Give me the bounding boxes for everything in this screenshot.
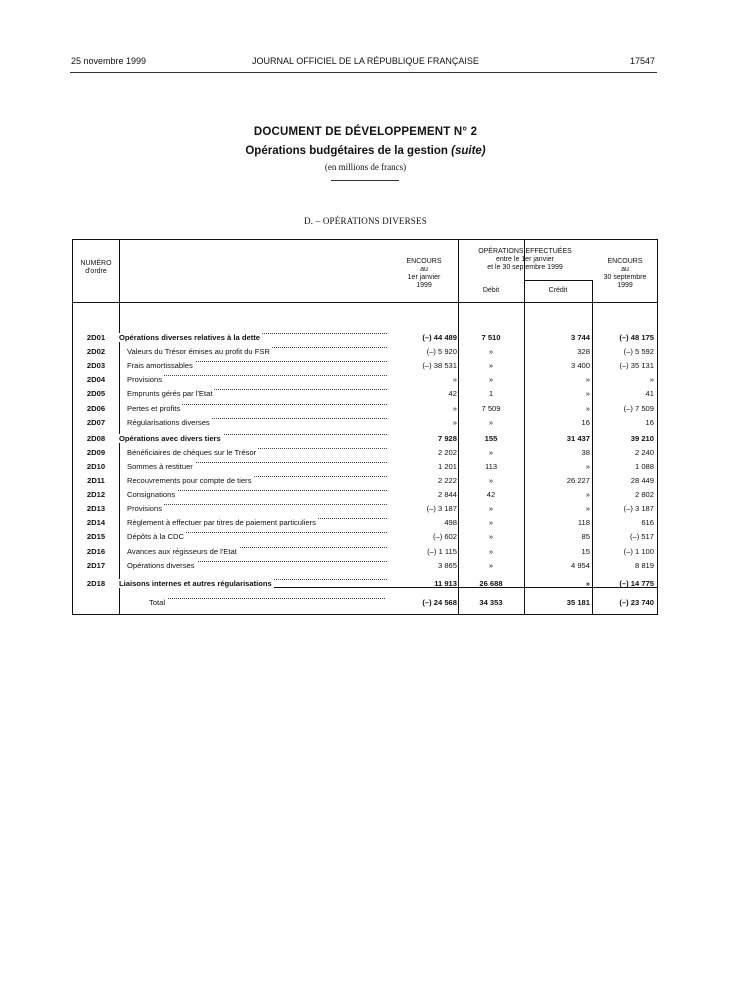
row-encours-end: 39 210 — [630, 433, 654, 443]
row-debit: 26 688 — [479, 578, 503, 588]
row-encours-start: (–) 3 187 — [426, 504, 457, 514]
row-credit: 85 — [581, 532, 590, 542]
dot-leader — [129, 504, 387, 505]
row-encours-end: 2 802 — [634, 490, 654, 500]
table-row — [73, 473, 657, 487]
row-encours-start: 2 222 — [437, 476, 457, 485]
row-number: 2D13 — [86, 504, 106, 514]
row-encours-start: (–) 38 531 — [422, 361, 457, 371]
row-label: Règlement à effectuer par titres de paiement particuliers — [127, 518, 316, 528]
table-row — [73, 401, 657, 415]
header-encours-start-line: au — [420, 266, 428, 273]
row-number: 2D02 — [86, 347, 106, 357]
row-debit: » — [488, 532, 494, 542]
row-label: Provisions — [127, 504, 163, 514]
row-label: Liaisons internes et autres régularisations — [119, 578, 272, 588]
row-label: Sommes à restituer — [127, 461, 193, 471]
row-encours-end: (–) 14 775 — [619, 578, 654, 588]
row-label: Bénéficiaires de chèques sur le Trésor — [127, 447, 257, 457]
table-row — [73, 344, 657, 358]
row-encours-start: 2 202 — [437, 447, 457, 457]
row-number: 2D18 — [86, 578, 106, 588]
total-credit: 35 181 — [566, 598, 590, 607]
section-title: D. – OPÉRATIONS DIVERSES — [304, 216, 427, 226]
header-encours-end-line: 1999 — [617, 282, 633, 289]
header-encours-start-line: ENCOURS — [406, 258, 442, 265]
table-row — [73, 431, 657, 445]
row-label: Provisions — [127, 375, 163, 385]
dot-leader — [153, 598, 385, 599]
row-number: 2D04 — [86, 375, 106, 385]
row-label: Emprunts gérés par l'Etat — [127, 389, 213, 399]
row-label: Opérations avec divers tiers — [119, 433, 221, 443]
row-encours-start: » — [452, 375, 457, 385]
table-divider — [524, 280, 592, 281]
row-debit: » — [488, 347, 494, 357]
row-credit: » — [585, 490, 590, 500]
row-number: 2D01 — [86, 333, 106, 342]
row-number: 2D09 — [86, 447, 106, 457]
subtitle-text: Opérations budgétaires de la gestion — [245, 145, 448, 157]
row-number: 2D10 — [86, 461, 106, 471]
row-credit: » — [585, 403, 590, 413]
row-encours-end: 28 449 — [630, 476, 654, 485]
header-page-number: 17547 — [629, 56, 655, 66]
header-numero-line: d'ordre — [85, 268, 107, 275]
row-label: Régularisations diverses — [127, 417, 210, 427]
row-number: 2D17 — [86, 560, 106, 570]
row-debit: 7 509 — [481, 403, 501, 413]
table-row — [73, 487, 657, 501]
row-number: 2D14 — [86, 518, 106, 528]
row-credit: » — [585, 461, 590, 471]
row-encours-start: (–) 1 115 — [427, 546, 457, 556]
table-row — [73, 515, 657, 529]
header-credit: Crédit — [548, 287, 568, 294]
row-encours-start: 11 913 — [434, 578, 457, 588]
title-rule — [331, 180, 399, 181]
row-number: 2D03 — [86, 361, 106, 371]
row-encours-end: 16 — [645, 417, 654, 427]
header-operations — [458, 248, 592, 272]
row-credit: 328 — [577, 347, 590, 357]
header-journal-title: JOURNAL OFFICIEL DE LA RÉPUBLIQUE FRANÇAISE — [252, 56, 479, 66]
row-encours-start: 498 — [444, 518, 457, 528]
row-number: 2D08 — [86, 433, 106, 443]
total-debit: 34 353 — [479, 598, 503, 607]
row-label: Dépôts à la CDC — [127, 532, 184, 542]
header-encours-end-line: au — [621, 266, 629, 273]
row-encours-end: » — [649, 375, 654, 385]
row-number: 2D16 — [86, 546, 106, 556]
table-row — [73, 558, 657, 572]
row-number: 2D06 — [86, 403, 106, 413]
dot-leader — [129, 375, 387, 376]
row-label: Valeurs du Trésor émises au profit du FSR — [127, 347, 270, 357]
row-debit: 155 — [484, 433, 498, 443]
row-label: Pertes et profits — [127, 403, 181, 413]
row-credit: 26 227 — [566, 476, 590, 485]
row-encours-start: 1 201 — [437, 461, 457, 471]
row-encours-start: (–) 44 489 — [422, 333, 457, 342]
header-encours-start — [391, 258, 457, 290]
row-debit: 7 510 — [481, 333, 501, 342]
header-numero-line: NUMÉRO — [80, 260, 112, 267]
row-label: Recouvrements pour compte de tiers — [127, 476, 252, 485]
row-encours-end: (–) 5 592 — [623, 347, 654, 357]
document-title: DOCUMENT DE DÉVELOPPEMENT N° 2 — [253, 126, 478, 138]
row-credit: 15 — [581, 546, 590, 556]
unit-note: (en millions de francs) — [324, 162, 407, 172]
row-label: Opérations diverses — [127, 560, 195, 570]
header-debit: Débit — [482, 287, 500, 294]
table-row — [73, 459, 657, 473]
row-credit: 16 — [581, 417, 590, 427]
row-debit: » — [488, 417, 494, 427]
header-numero — [73, 260, 119, 276]
row-number: 2D11 — [87, 476, 105, 485]
table-row — [73, 330, 657, 344]
row-credit: » — [585, 375, 590, 385]
row-encours-start: 2 844 — [437, 490, 457, 500]
table-row — [73, 372, 657, 386]
total-row — [73, 595, 657, 609]
table-row — [73, 445, 657, 459]
row-debit: » — [488, 504, 494, 514]
row-encours-start: » — [452, 403, 457, 413]
total-encours-end: (–) 23 740 — [619, 598, 654, 607]
row-encours-start: (–) 602 — [432, 532, 457, 542]
subtitle-suffix: (suite) — [451, 145, 486, 157]
row-debit: 42 — [486, 490, 496, 500]
row-credit: 3 400 — [570, 361, 590, 371]
table-row — [73, 501, 657, 515]
header-encours-start-line: 1er janvier — [407, 274, 441, 281]
row-encours-end: (–) 517 — [629, 532, 654, 542]
row-credit: » — [585, 389, 590, 399]
row-label: Consignations — [127, 490, 176, 500]
row-encours-end: (–) 7 509 — [623, 403, 654, 413]
row-number: 2D05 — [86, 389, 106, 399]
header-operations-line: et le 30 septembre 1999 — [487, 264, 563, 271]
row-encours-end: 1 088 — [634, 461, 654, 471]
table-row — [73, 386, 657, 400]
row-debit: » — [488, 546, 494, 556]
table-row — [73, 529, 657, 543]
row-number: 2D12 — [86, 490, 106, 500]
row-credit: 3 744 — [570, 333, 590, 342]
row-encours-end: (–) 1 100 — [623, 546, 654, 556]
row-encours-end: 2 240 — [634, 447, 654, 457]
row-encours-start: (–) 5 920 — [426, 347, 457, 357]
row-credit: » — [585, 504, 590, 514]
row-encours-start: 7 928 — [437, 433, 457, 443]
total-label: Total — [149, 598, 166, 607]
table-row — [73, 544, 657, 558]
table-row — [73, 576, 657, 590]
row-encours-end: 8 819 — [634, 560, 654, 570]
table-row — [73, 358, 657, 372]
row-number: 2D07 — [86, 417, 106, 427]
row-encours-start: 3 865 — [437, 560, 457, 570]
header-operations-line: entre le 1er janvier — [496, 256, 554, 263]
header-encours-start-line: 1999 — [416, 282, 432, 289]
row-label: Frais amortissables — [127, 361, 193, 371]
table-header-rule — [73, 302, 657, 303]
row-encours-end: (–) 3 187 — [623, 504, 654, 514]
row-encours-end: (–) 35 131 — [619, 361, 654, 371]
row-encours-end: 616 — [641, 518, 654, 528]
header-operations-line: OPÉRATIONS EFFECTUÉES — [478, 248, 572, 255]
row-encours-start: 42 — [448, 389, 457, 399]
header-encours-end-line: 30 septembre — [603, 274, 647, 281]
row-debit: » — [488, 518, 494, 528]
document-subtitle — [0, 145, 731, 157]
row-label: Opérations diverses relatives à la dette — [119, 333, 260, 342]
row-debit: » — [488, 375, 494, 385]
row-label: Avances aux régisseurs de l'Etat — [127, 546, 237, 556]
row-debit: 1 — [488, 389, 494, 399]
header-rule — [70, 72, 657, 73]
row-encours-end: 41 — [645, 389, 654, 399]
row-debit: » — [488, 361, 494, 371]
row-encours-start: » — [452, 417, 457, 427]
total-encours-start: (–) 24 568 — [422, 598, 457, 607]
header-encours-end — [592, 258, 658, 290]
row-credit: 31 437 — [566, 433, 590, 443]
row-debit: » — [488, 447, 494, 457]
row-encours-end: (–) 48 175 — [619, 333, 654, 342]
header-encours-end-line: ENCOURS — [607, 258, 643, 265]
row-credit: 38 — [581, 447, 590, 457]
header-date: 25 novembre 1999 — [71, 56, 147, 66]
row-number: 2D15 — [86, 532, 106, 542]
row-debit: » — [488, 476, 494, 485]
row-credit: » — [585, 578, 590, 588]
table-row — [73, 415, 657, 429]
row-debit: 113 — [484, 461, 498, 471]
row-credit: 4 954 — [570, 560, 590, 570]
operations-table — [72, 239, 658, 615]
row-debit: » — [488, 560, 494, 570]
row-credit: 118 — [577, 518, 590, 528]
